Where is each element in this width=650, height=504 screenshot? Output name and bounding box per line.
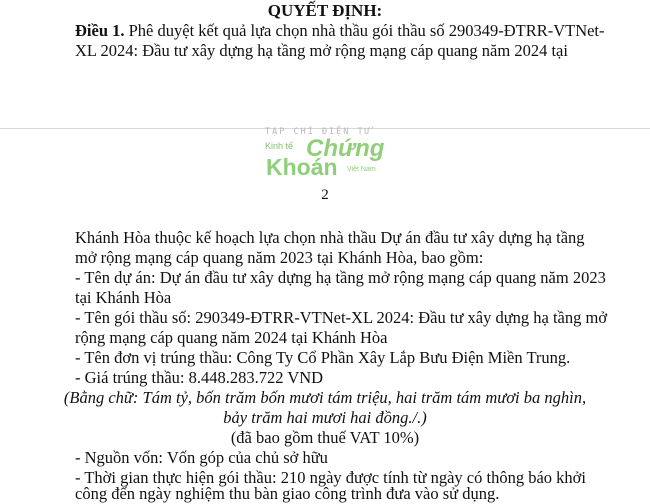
page-1-bottom xyxy=(0,0,650,128)
watermark-chung: Chứng xyxy=(306,135,385,162)
body-line-3: - Tên dự án: Dự án đầu tư xây dựng hạ tầng mở rộng mạng cáp quang năm 2023 xyxy=(75,268,606,287)
watermark-logo xyxy=(262,127,392,181)
body-line-6: rộng mạng cáp quang năm 2024 tại Khánh Hòa xyxy=(75,328,388,347)
watermark-top-text: TẠP CHÍ ĐIỆN TỬ xyxy=(265,127,372,137)
watermark-khoan: Khoán xyxy=(266,154,338,180)
body-line-4: tại Khánh Hòa xyxy=(75,288,172,307)
vat-note: (đã bao gồm thuế VAT 10%) xyxy=(230,428,420,447)
body-line-11: công đến ngày nghiệm thu bàn giao công trình đưa vào sử dụng. xyxy=(75,484,500,503)
body-line-5: - Tên gói thầu số: 290349-ĐTRR-VTNet-XL 2024: Đầu tư xây dựng hạ tầng mở xyxy=(75,308,608,327)
watermark-viet-nam: Việt Nam xyxy=(347,166,376,173)
article-label: Điều 1. xyxy=(75,21,125,40)
decision-heading: QUYẾT ĐỊNH: xyxy=(267,1,383,20)
body-line-8: - Giá trúng thầu: 8.448.283.722 VND xyxy=(75,368,324,387)
body-line-1: Khánh Hòa thuộc kế hoạch lựa chọn nhà thầu Dự án đầu tư xây dựng hạ tầng xyxy=(75,228,585,247)
page-number: 2 xyxy=(321,187,329,203)
article-1-line-1 xyxy=(75,21,605,41)
body-line-7: - Tên đơn vị trúng thầu: Công Ty Cổ Phần Xây Lắp Bưu Điện Miền Trung. xyxy=(75,348,571,367)
article-1-line-2: XL 2024: Đầu tư xây dựng hạ tầng mở rộng mạng cáp quang năm 2024 tại xyxy=(75,41,568,60)
amount-in-words-line-2: bảy trăm hai mươi hai đồng./.) xyxy=(223,408,427,427)
body-line-2: mở rộng mạng cáp quang năm 2023 tại Khánh Hòa, bao gồm: xyxy=(75,248,484,267)
watermark-kinh-te: Kinh tế xyxy=(265,141,294,151)
amount-in-words-line-1: (Bằng chữ: Tám tỷ, bốn trăm bốn mươi tám triệu, hai trăm tám mươi ba nghìn, xyxy=(63,388,587,407)
article-1-text-1: Phê duyệt kết quả lựa chọn nhà thầu gói thầu số 290349-ĐTRR-VTNet- xyxy=(124,21,605,40)
body-line-10: - Thời gian thực hiện gói thầu: 210 ngày được tính từ ngày có thông báo khởi xyxy=(75,468,586,487)
body-line-9: - Nguồn vốn: Vốn góp của chủ sở hữu xyxy=(75,448,328,467)
